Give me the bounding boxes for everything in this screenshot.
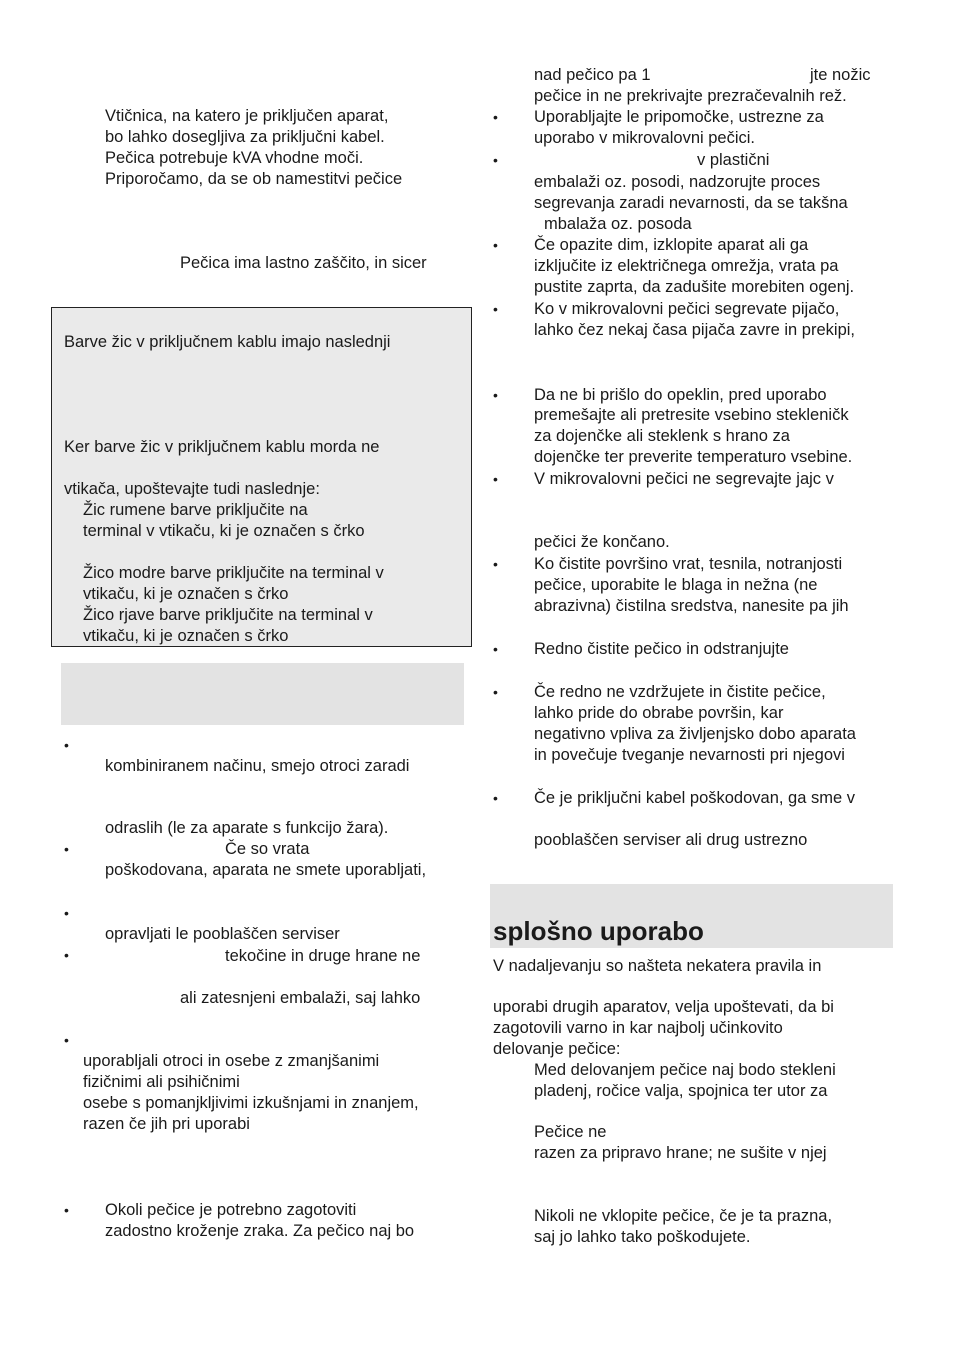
- bullet: •: [493, 109, 498, 125]
- text-line: saj jo lahko tako poškodujete.: [534, 1228, 751, 1246]
- text-line: Ko čistite površino vrat, tesnila, notranjosti: [534, 555, 843, 573]
- text-line: vtikaču, ki je označen s črko: [83, 585, 289, 603]
- text-line: Pečica ima lastno zaščito, in sicer: [180, 254, 427, 272]
- text-line: lahko pride do obrabe površin, kar: [534, 704, 784, 722]
- text-line: Žico rjave barve priključite na terminal v: [83, 606, 373, 624]
- bullet: •: [493, 790, 498, 806]
- text-line: nad pečico pa 1: [534, 66, 651, 84]
- text-line: Med delovanjem pečice naj bodo stekleni: [534, 1061, 836, 1079]
- text-line: Da ne bi prišlo do opeklin, pred uporabo: [534, 386, 827, 404]
- text-line: Barve žic v priključnem kablu imajo naslednji: [64, 333, 391, 351]
- text-line: pečice, uporabite le blaga in nežna (ne: [534, 576, 818, 594]
- bullet: •: [493, 471, 498, 487]
- text-line: Če so vrata: [225, 840, 310, 858]
- text-line: razen če jih pri uporabi: [83, 1115, 250, 1133]
- text-line: negativno vpliva za življenjsko dobo aparata: [534, 725, 856, 743]
- text-line: premešajte ali pretresite vsebino stekleničk: [534, 406, 849, 424]
- text-line: Nikoli ne vklopite pečice, če je ta prazna,: [534, 1207, 833, 1225]
- text-line: segrevanja zaradi nevarnosti, da se takšna: [534, 194, 848, 212]
- text-line: Ker barve žic v priključnem kablu morda ne: [64, 438, 380, 456]
- text-line: dojenčke ter preverite temperaturo vsebine.: [534, 448, 853, 466]
- bullet: •: [493, 152, 498, 168]
- text-line: uporabo v mikrovalovni pečici.: [534, 129, 756, 147]
- text-line: pooblaščen serviser ali drug ustrezno: [534, 831, 808, 849]
- text-line: bo lahko dosegljiva za priključni kabel.: [105, 128, 385, 146]
- text-line: odraslih (le za aparate s funkcijo žara).: [105, 819, 389, 837]
- bullet: •: [493, 301, 498, 317]
- text-line: Če redno ne vzdržujete in čistite pečice,: [534, 683, 826, 701]
- text-line: Ko v mikrovalovni pečici segrevate pijačo,: [534, 300, 840, 318]
- text-line: Če opazite dim, izklopite aparat ali ga: [534, 236, 809, 254]
- text-line: terminal v vtikaču, ki je označen s črko: [83, 522, 365, 540]
- text-line: pustite zaprta, da zadušite morebiten ogenj.: [534, 278, 855, 296]
- text-line: kombiniranem načinu, smejo otroci zaradi: [105, 757, 410, 775]
- text-line: V nadaljevanju so našteta nekatera pravila in: [493, 957, 822, 975]
- text-line: za dojenčke ali steklenk s hrano za: [534, 427, 790, 445]
- bullet: •: [493, 556, 498, 572]
- text-line: zagotovili varno in kar najbolj učinkovito: [493, 1019, 783, 1037]
- text-line: Priporočamo, da se ob namestitvi pečice: [105, 170, 403, 188]
- text-line: pečici že končano.: [534, 533, 670, 551]
- text-line: opravljati le pooblaščen serviser: [105, 925, 340, 943]
- text-line: Uporabljajte le pripomočke, ustrezne za: [534, 108, 824, 126]
- text-line: poškodovana, aparata ne smete uporabljati,: [105, 861, 427, 879]
- bullet: •: [493, 237, 498, 253]
- text-line: zadostno kroženje zraka. Za pečico naj bo: [105, 1222, 415, 1240]
- bullet: •: [64, 1202, 69, 1218]
- bullet: •: [64, 841, 69, 857]
- text-line: vtikaču, ki je označen s črko: [83, 627, 289, 645]
- text-line: Pečice ne: [534, 1123, 607, 1141]
- bullet: •: [64, 905, 69, 921]
- bullet: •: [493, 387, 498, 403]
- text-line: tekočine in druge hrane ne: [225, 947, 421, 965]
- text-line: Pečica potrebuje kVA vhodne moči.: [105, 149, 364, 167]
- text-line: abrazivna) čistilna sredstva, nanesite pa jih: [534, 597, 849, 615]
- text-line: fizičnimi ali psihičnimi: [83, 1073, 240, 1091]
- section-heading: splošno uporabo: [493, 916, 704, 946]
- text-line: Redno čistite pečico in odstranjujte: [534, 640, 789, 658]
- text-line: v plastični: [697, 151, 770, 169]
- bullet: •: [493, 684, 498, 700]
- text-line: Žico modre barve priključite na terminal v: [83, 564, 384, 582]
- text-line: mbalaža oz. posoda: [544, 215, 692, 233]
- text-line: V mikrovalovni pečici ne segrevajte jajc v: [534, 470, 834, 488]
- text-line: razen za pripravo hrane; ne sušite v njej: [534, 1144, 827, 1162]
- text-line: vtikača, upoštevajte tudi naslednje:: [64, 480, 320, 498]
- text-line: Žic rumene barve priključite na: [83, 501, 308, 519]
- bullet: •: [64, 947, 69, 963]
- text-line: pladenj, ročice valja, spojnica ter utor za: [534, 1082, 828, 1100]
- text-line: pečice in ne prekrivajte prezračevalnih rež.: [534, 87, 847, 105]
- text-line: delovanje pečice:: [493, 1040, 621, 1058]
- section-heading-bar: [61, 663, 464, 725]
- text-line: Vtičnica, na katero je priključen aparat,: [105, 107, 389, 125]
- bullet: •: [493, 641, 498, 657]
- text-line: embalaži oz. posodi, nadzorujte proces: [534, 173, 821, 191]
- bullet: •: [64, 1032, 69, 1048]
- text-line: uporabi drugih aparatov, velja upoštevati, da bi: [493, 998, 834, 1016]
- text-line: Če je priključni kabel poškodovan, ga sme v: [534, 789, 856, 807]
- text-line: izključite iz električnega omrežja, vrata pa: [534, 257, 839, 275]
- text-line: ali zatesnjeni embalaži, saj lahko: [180, 989, 421, 1007]
- text-line: in povečuje tveganje nevarnosti pri njegovi: [534, 746, 845, 764]
- text-line: jte nožic: [810, 66, 871, 84]
- text-line: Okoli pečice je potrebno zagotoviti: [105, 1201, 357, 1219]
- text-line: lahko čez nekaj časa pijača zavre in prekipi,: [534, 321, 856, 339]
- text-line: osebe s pomanjkljivimi izkušnjami in znanjem,: [83, 1094, 419, 1112]
- text-line: uporabljali otroci in osebe z zmanjšanimi: [83, 1052, 380, 1070]
- bullet: •: [64, 737, 69, 753]
